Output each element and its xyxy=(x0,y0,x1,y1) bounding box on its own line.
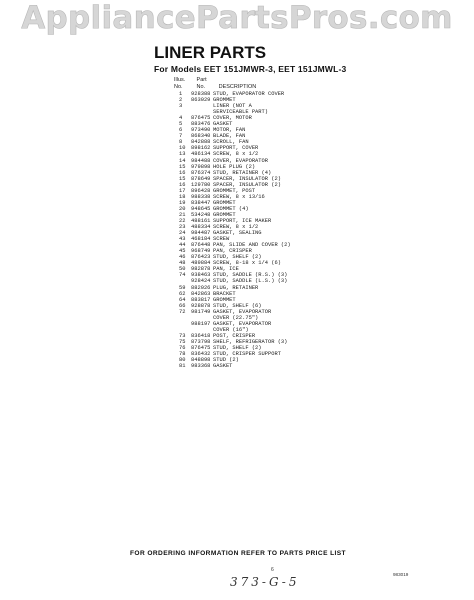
part-key: 46 xyxy=(179,254,186,261)
part-description: SUPPORT, ICE MAKER xyxy=(213,217,272,224)
part-key: 6 xyxy=(179,127,183,134)
part-description: GROMMET xyxy=(213,199,236,206)
part-key: 50 xyxy=(179,266,186,273)
part-description: STUD, SHELF (2) xyxy=(213,344,262,351)
part-key: 74 xyxy=(179,272,186,279)
part-key: 24 xyxy=(179,230,186,237)
part-number: 928878 xyxy=(191,302,211,309)
part-number: 129780 xyxy=(191,181,211,188)
part-key: 21 xyxy=(179,211,186,218)
part-number: 882026 xyxy=(191,284,211,291)
part-number: 876423 xyxy=(191,254,211,261)
part-description: STUD, RETAINER (4) xyxy=(213,169,272,176)
part-number: 928388 xyxy=(191,91,211,97)
part-number: 883817 xyxy=(191,296,211,303)
part-description: POST, CRISPER xyxy=(213,332,256,339)
part-description: PAN, CRISPER xyxy=(213,248,252,255)
part-number: 876475 xyxy=(191,344,211,351)
part-description: SPACER, INSULATOR (2) xyxy=(213,181,281,188)
part-description: SCREW, 8 x 13/16 xyxy=(213,193,265,200)
part-number: 848898 xyxy=(191,357,211,364)
part-description: SCROLL, FAN xyxy=(213,139,249,146)
part-key: 80 xyxy=(179,357,186,364)
part-description: STUD (2) xyxy=(213,357,239,364)
part-description: GASKET, EVAPORATOR xyxy=(213,320,272,327)
part-description: GROMMET, POST xyxy=(213,187,256,194)
part-number: 979898 xyxy=(191,163,211,170)
part-description: MOTOR, FAN xyxy=(213,127,246,134)
part-description: COVER (22.75") xyxy=(213,314,259,321)
part-description: BLADE, FAN xyxy=(213,133,246,140)
part-number: 988338 xyxy=(191,193,211,200)
part-key: 3 xyxy=(179,103,183,110)
part-description: SHELF, REFRIGERATOR (3) xyxy=(213,338,288,345)
part-key: 5 xyxy=(179,121,183,128)
page-title: LINER PARTS xyxy=(154,43,267,62)
description-label: DESCRIPTION xyxy=(218,84,257,90)
part-key: 66 xyxy=(179,302,186,309)
part-description: PAN, SLIDE AND COVER (2) xyxy=(213,242,291,249)
parts-list xyxy=(179,91,379,369)
part-key: 78 xyxy=(179,351,186,358)
part-number: 836418 xyxy=(191,332,211,339)
ordering-note: FOR ORDERING INFORMATION REFER TO PARTS PRICE LIST xyxy=(130,550,346,557)
part-number: 863029 xyxy=(191,97,211,104)
part-number: 898162 xyxy=(191,145,211,152)
part-description: STUD, CRISPER SUPPORT xyxy=(213,351,281,358)
part-description: HOLE PLUG (2) xyxy=(213,163,256,170)
part-number: 883476 xyxy=(191,121,211,128)
part-number: 928424 xyxy=(191,278,211,285)
part-description: PAN, ICE xyxy=(213,266,239,273)
column-header xyxy=(174,77,256,91)
part-number: 488334 xyxy=(191,224,211,231)
part-key: 23 xyxy=(179,224,186,231)
part-description: GASKET, EVAPORATOR xyxy=(213,308,272,315)
part-number: 842863 xyxy=(191,290,211,297)
part-key: 43 xyxy=(179,236,186,243)
part-number: 982878 xyxy=(191,266,211,273)
part-number: 988197 xyxy=(191,320,211,327)
part-key: 17 xyxy=(179,187,186,194)
illus-label: Illus. xyxy=(174,77,186,83)
part-key: 10 xyxy=(179,145,186,152)
page-number: 6 xyxy=(271,567,274,573)
part-description: GROMMET (4) xyxy=(213,205,249,212)
part-number: 876475 xyxy=(191,115,211,122)
part-key: 75 xyxy=(179,338,186,345)
part-description: GASKET xyxy=(213,121,233,128)
part-description: SCREW, 8 x 1/2 xyxy=(213,224,259,231)
part-key: 2 xyxy=(179,97,183,104)
part-key: 44 xyxy=(179,242,186,249)
part-number: 938463 xyxy=(191,272,211,279)
part-key: 62 xyxy=(179,290,186,297)
part-description: GROMMET xyxy=(213,211,236,218)
part-no-label: No. xyxy=(196,84,206,90)
part-key: 48 xyxy=(179,260,186,267)
part-number: 468184 xyxy=(191,236,211,243)
part-number: 878649 xyxy=(191,175,211,182)
part-key: 16 xyxy=(179,169,186,176)
part-description: GASKET xyxy=(213,363,233,370)
part-key: 18 xyxy=(179,193,186,200)
models-subtitle: For Models EET 151JMWR-3, EET 151JMWL-3 xyxy=(154,64,347,74)
part-key: 20 xyxy=(179,205,186,212)
part-key: 45 xyxy=(179,248,186,255)
part-description: BRACKET xyxy=(213,290,236,297)
part-key: 8 xyxy=(179,139,183,146)
part-number: 984488 xyxy=(191,157,211,164)
part-number: 836432 xyxy=(191,351,211,358)
part-description: GROMMET xyxy=(213,296,236,303)
handwritten-code: 373-G-5 xyxy=(230,575,300,589)
part-description: GASKET, SEALING xyxy=(213,230,262,237)
part-number: 983368 xyxy=(191,363,211,370)
part-description: SCREW xyxy=(213,236,230,243)
part-key: 16 xyxy=(179,181,186,188)
part-description: STUD, EVAPORATOR COVER xyxy=(213,91,285,97)
part-number: 842888 xyxy=(191,139,211,146)
part-number: 868340 xyxy=(191,133,211,140)
part-number: 973490 xyxy=(191,127,211,134)
part-description: STUD, SHELF (6) xyxy=(213,302,262,309)
part-description: SCREW, 8 x 1/2 xyxy=(213,151,259,158)
part-description: STUD, SADDLE (L.S.) (3) xyxy=(213,278,288,285)
part-key: 1 xyxy=(179,91,183,97)
part-key: 19 xyxy=(179,199,186,206)
document-code: 983019 xyxy=(393,572,409,577)
part-key: 81 xyxy=(179,363,186,370)
part-label: Part xyxy=(196,77,207,83)
part-number: 984487 xyxy=(191,230,211,237)
part-number: 896428 xyxy=(191,187,211,194)
part-description: SPACER, INSULATOR (2) xyxy=(213,175,281,182)
part-number: 489884 xyxy=(191,260,211,267)
part-number: 838447 xyxy=(191,199,211,206)
part-key: 15 xyxy=(179,163,186,170)
part-description: COVER, EVAPORATOR xyxy=(213,157,268,164)
part-number: 873798 xyxy=(191,338,211,345)
watermark-text: AppliancePartsPros.com xyxy=(21,0,453,36)
part-description: SERVICEABLE PART) xyxy=(213,109,268,116)
part-description: COVER, MOTOR xyxy=(213,115,252,122)
part-description: SUPPORT, COVER xyxy=(213,145,259,152)
illus-no-label: No. xyxy=(174,84,183,90)
part-description: LINER (NOT A xyxy=(213,103,252,110)
part-key: 72 xyxy=(179,308,186,315)
part-number: 486134 xyxy=(191,151,211,158)
part-number: 876374 xyxy=(191,169,211,176)
part-key: 7 xyxy=(179,133,183,140)
part-key: 76 xyxy=(179,344,186,351)
part-key: 15 xyxy=(179,175,186,182)
part-key: 64 xyxy=(179,296,186,303)
part-number: 981749 xyxy=(191,308,211,315)
part-description: GROMMET xyxy=(213,97,236,104)
part-key: 22 xyxy=(179,217,186,224)
part-key: 4 xyxy=(179,115,183,122)
part-description: SCREW, 8-18 x 1/4 (6) xyxy=(213,260,281,267)
part-number: 534248 xyxy=(191,211,211,218)
part-key: 13 xyxy=(179,151,186,158)
part-number: 876448 xyxy=(191,242,211,249)
part-description: PLUG, RETAINER xyxy=(213,284,259,291)
part-description: STUD, SHELF (2) xyxy=(213,254,262,261)
part-key: 59 xyxy=(179,284,186,291)
part-number: 968749 xyxy=(191,248,211,255)
part-row xyxy=(179,363,379,369)
part-description: COVER (16") xyxy=(213,326,249,333)
part-key: 73 xyxy=(179,332,186,339)
part-description: STUD, SADDLE (R.S.) (3) xyxy=(213,272,288,279)
part-number: 488161 xyxy=(191,217,211,224)
part-key: 14 xyxy=(179,157,186,164)
part-number: 948645 xyxy=(191,205,211,212)
